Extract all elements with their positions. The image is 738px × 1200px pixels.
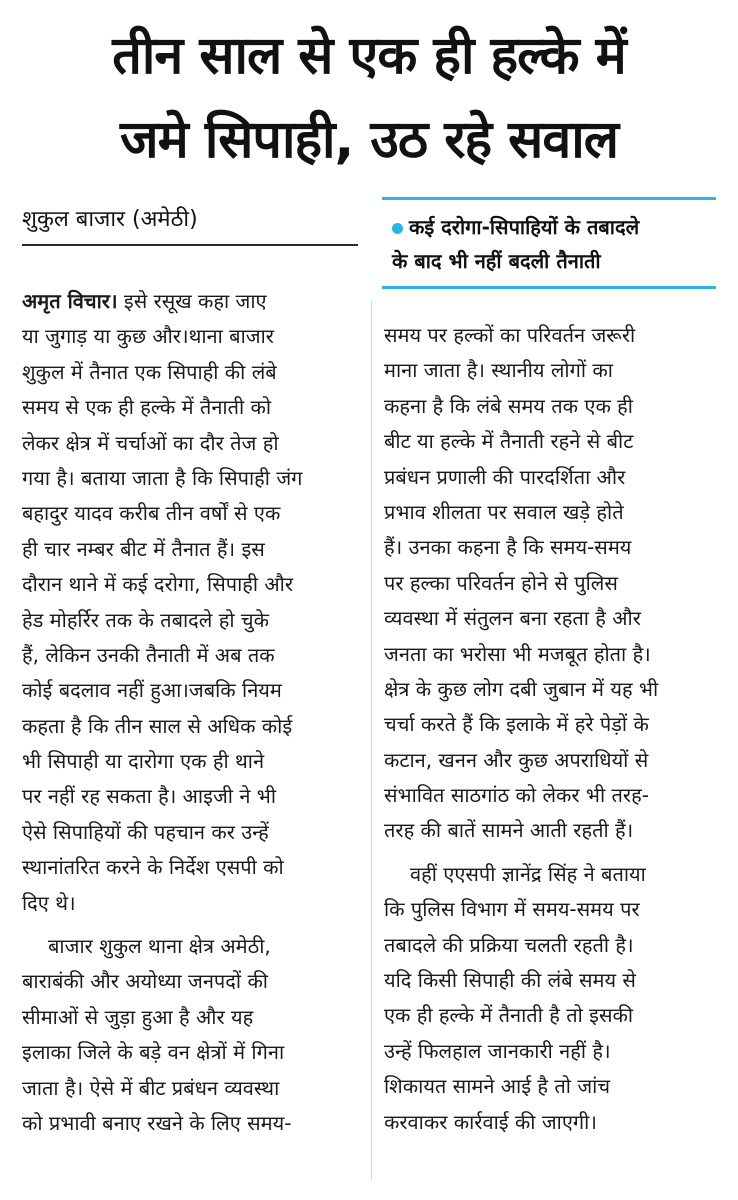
article-line: भी सिपाही या दारोगा एक ही थाने — [22, 749, 265, 774]
article-line: को प्रभावी बनाए रखने के लिए समय- — [22, 1110, 292, 1135]
article-line: उन्हें फिलहाल जानकारी नहीं है। — [384, 1038, 611, 1063]
headline — [14, 14, 724, 182]
article-column-left — [22, 284, 360, 1141]
article-line: माना जाता है। स्थानीय लोगों का — [384, 358, 613, 383]
highlight-line-1 — [392, 210, 716, 244]
article-line: कहना है कि लंबे समय तक एक ही — [384, 393, 633, 418]
article-line: समय पर हल्कों का परिवर्तन जरूरी — [384, 323, 636, 347]
article-line-text: इसे रसूख कहा जाए — [117, 289, 267, 313]
article-line: पर हल्का परिवर्तन होने से पुलिस — [384, 570, 618, 595]
article-line: शुकुल में तैनात एक सिपाही की लंबे — [22, 359, 277, 384]
paragraph-gap — [22, 921, 360, 929]
article-line: जनता का भरोसा भी मजबूत होता है। — [384, 641, 651, 666]
article-line: दौरान थाने में कई दरोगा, सिपाही और — [22, 572, 294, 597]
bullet-icon — [392, 223, 403, 234]
article-line: सीमाओं से जुड़ा हुआ है और यह — [22, 1004, 254, 1029]
article-line: क्षेत्र के कुछ लोग दबी जुबान में यह भी — [384, 676, 659, 701]
article-line: व्यवस्था में संतुलन बना रहता है और — [384, 606, 641, 631]
article-line: कहता है कि तीन साल से अधिक कोई — [22, 713, 293, 738]
article-line: या जुगाड़ या कुछ और।थाना बाजार — [22, 324, 274, 349]
article-line: प्रबंधन प्रणाली की पारदर्शिता और — [384, 464, 626, 489]
dateline: शुकुल बाजार (अमेठी) — [22, 200, 358, 246]
article-line: बहादुर यादव करीब तीन वर्षों से एक — [22, 501, 281, 526]
lead-byline: अमृत विचार। — [22, 289, 118, 313]
article-line: बीट या हल्के में तैनाती रहने से बीट — [384, 429, 634, 454]
article-line: हेड मोहर्रिर तक के तबादले हो चुके — [22, 607, 269, 632]
article-line: ही चार नम्बर बीट में तैनात हैं। इस — [22, 536, 265, 561]
article-line: इलाका जिले के बड़े वन क्षेत्रों में गिना — [22, 1040, 285, 1065]
article-line: तरह की बातें सामने आती रहती हैं। — [384, 818, 634, 843]
article-line: संभावित साठगांठ को लेकर भी तरह- — [384, 783, 649, 808]
article-line: दिए थे। — [22, 890, 76, 915]
article-line: ऐसे सिपाहियों की पहचान कर उन्हें — [22, 819, 269, 844]
article-line: तबादले की प्रक्रिया चलती रहती है। — [384, 932, 634, 957]
headline-line-1: तीन साल से एक ही हल्के में — [112, 26, 626, 86]
column-divider — [371, 300, 372, 1180]
article-line: गया है। बताया जाता है कि सिपाही जंग — [22, 465, 303, 490]
article-line: पर नहीं रह सकता है। आइजी ने भी — [22, 784, 277, 809]
article-line: कि पुलिस विभाग में समय-समय पर — [384, 897, 640, 922]
article-line: कोई बदलाव नहीं हुआ।जबकि नियम — [22, 678, 282, 703]
article-line — [22, 284, 360, 319]
article-line: एक ही हल्के में तैनाती है तो इसकी — [384, 1003, 634, 1028]
paragraph-gap — [384, 849, 718, 857]
article-line: बाजार शुकुल थाना क्षेत्र अमेठी, — [48, 934, 271, 959]
article-line: स्थानांतरित करने के निर्देश एसपी को — [22, 855, 284, 880]
headline-line-2: जमे सिपाही, उठ रहे सवाल — [120, 110, 618, 170]
article-line: शिकायत सामने आई है तो जांच — [384, 1074, 611, 1099]
article-line: लेकर क्षेत्र में चर्चाओं का दौर तेज हो — [22, 430, 279, 455]
article-line: वहीं एएसपी ज्ञानेंद्र सिंह ने बताया — [410, 861, 646, 886]
article-column-right — [384, 318, 718, 1140]
highlight-text-1: कई दरोगा-सिपाहियों के तबादले — [409, 215, 640, 239]
article-line: चर्चा करते हैं कि इलाके में हरे पेड़ों के — [384, 712, 649, 737]
article-line: जाता है। ऐसे में बीट प्रबंधन व्यवस्था — [22, 1075, 280, 1100]
article-line: कटान, खनन और कुछ अपराधियों से — [384, 747, 649, 772]
article-line: बाराबंकी और अयोध्या जनपदों की — [22, 969, 268, 994]
article-line: समय से एक ही हल्के में तैनाती को — [22, 395, 272, 420]
article-line: प्रभाव शीलता पर सवाल खड़े होते — [384, 499, 624, 524]
article-line: हैं, लेकिन उनकी तैनाती में अब तक — [22, 642, 275, 667]
article-line: करवाकर कार्रवाई की जाएगी। — [384, 1109, 597, 1134]
article-line: यदि किसी सिपाही की लंबे समय से — [384, 968, 636, 993]
article-line: हैं। उनका कहना है कि समय-समय — [384, 535, 632, 560]
highlight-line-2: के बाद भी नहीं बदली तैनाती — [392, 249, 601, 273]
highlight-box — [382, 197, 716, 289]
